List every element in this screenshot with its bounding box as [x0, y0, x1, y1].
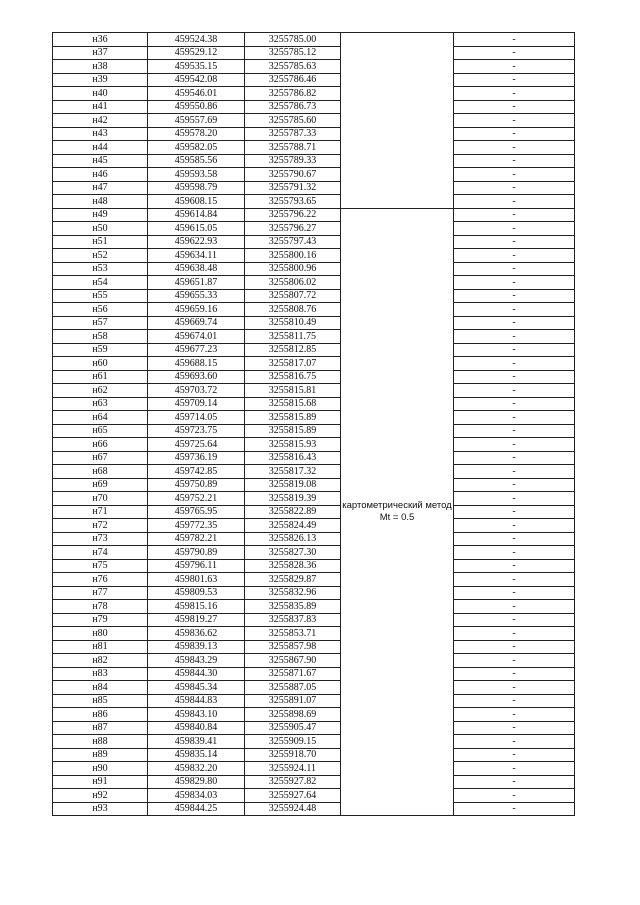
- accuracy-dash-cell: -: [454, 141, 575, 155]
- accuracy-dash-cell: -: [454, 127, 575, 141]
- y-coordinate-cell: 3255927.64: [245, 789, 341, 803]
- table-row: [53, 33, 575, 47]
- accuracy-dash-cell: -: [454, 478, 575, 492]
- y-coordinate-cell: 3255793.65: [245, 195, 341, 209]
- x-coordinate-cell: 459836.62: [148, 627, 245, 641]
- point-name-cell: н64: [53, 411, 148, 425]
- accuracy-dash-cell: -: [454, 370, 575, 384]
- table-row: [53, 276, 575, 290]
- point-name-cell: н92: [53, 789, 148, 803]
- y-coordinate-cell: 3255788.71: [245, 141, 341, 155]
- table-row: [53, 627, 575, 641]
- x-coordinate-cell: 459542.08: [148, 73, 245, 87]
- accuracy-dash-cell: -: [454, 735, 575, 749]
- y-coordinate-cell: 3255785.00: [245, 33, 341, 47]
- accuracy-dash-cell: -: [454, 708, 575, 722]
- point-name-cell: н48: [53, 195, 148, 209]
- point-name-cell: н63: [53, 397, 148, 411]
- point-name-cell: н49: [53, 208, 148, 222]
- table-row: [53, 802, 575, 816]
- x-coordinate-cell: 459578.20: [148, 127, 245, 141]
- y-coordinate-cell: 3255853.71: [245, 627, 341, 641]
- y-coordinate-cell: 3255808.76: [245, 303, 341, 317]
- x-coordinate-cell: 459796.11: [148, 559, 245, 573]
- x-coordinate-cell: 459835.14: [148, 748, 245, 762]
- x-coordinate-cell: 459834.03: [148, 789, 245, 803]
- table-row: [53, 735, 575, 749]
- accuracy-dash-cell: -: [454, 640, 575, 654]
- accuracy-dash-cell: -: [454, 46, 575, 60]
- accuracy-dash-cell: -: [454, 343, 575, 357]
- table-row: [53, 559, 575, 573]
- point-name-cell: н75: [53, 559, 148, 573]
- point-name-cell: н44: [53, 141, 148, 155]
- table-row: [53, 222, 575, 236]
- x-coordinate-cell: 459843.29: [148, 654, 245, 668]
- y-coordinate-cell: 3255828.36: [245, 559, 341, 573]
- table-row: [53, 249, 575, 263]
- table-row: [53, 681, 575, 695]
- table-row: [53, 330, 575, 344]
- y-coordinate-cell: 3255790.67: [245, 168, 341, 182]
- x-coordinate-cell: 459801.63: [148, 573, 245, 587]
- accuracy-dash-cell: -: [454, 330, 575, 344]
- accuracy-dash-cell: -: [454, 559, 575, 573]
- table-row: [53, 789, 575, 803]
- x-coordinate-cell: 459535.15: [148, 60, 245, 74]
- y-coordinate-cell: 3255815.89: [245, 424, 341, 438]
- table-row: [53, 654, 575, 668]
- x-coordinate-cell: 459742.85: [148, 465, 245, 479]
- table-row: [53, 397, 575, 411]
- point-name-cell: н85: [53, 694, 148, 708]
- accuracy-dash-cell: -: [454, 573, 575, 587]
- y-coordinate-cell: 3255800.16: [245, 249, 341, 263]
- y-coordinate-cell: 3255867.90: [245, 654, 341, 668]
- y-coordinate-cell: 3255796.27: [245, 222, 341, 236]
- table-row: [53, 505, 575, 519]
- table-row: [53, 519, 575, 533]
- table-row: [53, 424, 575, 438]
- point-name-cell: н36: [53, 33, 148, 47]
- y-coordinate-cell: 3255898.69: [245, 708, 341, 722]
- table-row: [53, 573, 575, 587]
- table-row: [53, 46, 575, 60]
- point-name-cell: н88: [53, 735, 148, 749]
- x-coordinate-cell: 459790.89: [148, 546, 245, 560]
- accuracy-dash-cell: -: [454, 289, 575, 303]
- point-name-cell: н46: [53, 168, 148, 182]
- table-row: [53, 357, 575, 371]
- point-name-cell: н74: [53, 546, 148, 560]
- x-coordinate-cell: 459844.30: [148, 667, 245, 681]
- accuracy-dash-cell: -: [454, 546, 575, 560]
- point-name-cell: н52: [53, 249, 148, 263]
- table-row: [53, 343, 575, 357]
- table-row: [53, 168, 575, 182]
- y-coordinate-cell: 3255789.33: [245, 154, 341, 168]
- x-coordinate-cell: 459659.16: [148, 303, 245, 317]
- table-row: [53, 154, 575, 168]
- accuracy-dash-cell: -: [454, 600, 575, 614]
- accuracy-dash-cell: -: [454, 586, 575, 600]
- x-coordinate-cell: 459674.01: [148, 330, 245, 344]
- x-coordinate-cell: 459772.35: [148, 519, 245, 533]
- accuracy-dash-cell: -: [454, 505, 575, 519]
- table-row: [53, 478, 575, 492]
- point-name-cell: н56: [53, 303, 148, 317]
- accuracy-dash-cell: -: [454, 802, 575, 816]
- y-coordinate-cell: 3255887.05: [245, 681, 341, 695]
- accuracy-dash-cell: -: [454, 694, 575, 708]
- table-row: [53, 208, 575, 222]
- table-row: [53, 60, 575, 74]
- x-coordinate-cell: 459723.75: [148, 424, 245, 438]
- point-name-cell: н47: [53, 181, 148, 195]
- x-coordinate-cell: 459843.10: [148, 708, 245, 722]
- point-name-cell: н72: [53, 519, 148, 533]
- y-coordinate-cell: 3255837.83: [245, 613, 341, 627]
- point-name-cell: н37: [53, 46, 148, 60]
- point-name-cell: н68: [53, 465, 148, 479]
- accuracy-dash-cell: -: [454, 100, 575, 114]
- accuracy-dash-cell: -: [454, 748, 575, 762]
- x-coordinate-cell: 459819.27: [148, 613, 245, 627]
- y-coordinate-cell: 3255924.48: [245, 802, 341, 816]
- y-coordinate-cell: 3255806.02: [245, 276, 341, 290]
- y-coordinate-cell: 3255807.72: [245, 289, 341, 303]
- accuracy-dash-cell: -: [454, 262, 575, 276]
- x-coordinate-cell: 459782.21: [148, 532, 245, 546]
- x-coordinate-cell: 459752.21: [148, 492, 245, 506]
- accuracy-dash-cell: -: [454, 60, 575, 74]
- point-name-cell: н54: [53, 276, 148, 290]
- point-name-cell: н62: [53, 384, 148, 398]
- table-row: [53, 586, 575, 600]
- x-coordinate-cell: 459688.15: [148, 357, 245, 371]
- point-name-cell: н67: [53, 451, 148, 465]
- y-coordinate-cell: 3255786.73: [245, 100, 341, 114]
- y-coordinate-cell: 3255785.60: [245, 114, 341, 128]
- table-row: [53, 73, 575, 87]
- table-row: [53, 438, 575, 452]
- accuracy-dash-cell: -: [454, 303, 575, 317]
- accuracy-dash-cell: -: [454, 195, 575, 209]
- coordinates-table: [52, 32, 575, 816]
- accuracy-dash-cell: -: [454, 87, 575, 101]
- point-name-cell: н79: [53, 613, 148, 627]
- y-coordinate-cell: 3255786.82: [245, 87, 341, 101]
- y-coordinate-cell: 3255835.89: [245, 600, 341, 614]
- x-coordinate-cell: 459839.13: [148, 640, 245, 654]
- table-row: [53, 100, 575, 114]
- point-name-cell: н76: [53, 573, 148, 587]
- accuracy-dash-cell: -: [454, 762, 575, 776]
- accuracy-dash-cell: -: [454, 73, 575, 87]
- accuracy-dash-cell: -: [454, 721, 575, 735]
- x-coordinate-cell: 459550.86: [148, 100, 245, 114]
- accuracy-dash-cell: -: [454, 789, 575, 803]
- y-coordinate-cell: 3255824.49: [245, 519, 341, 533]
- accuracy-dash-cell: -: [454, 235, 575, 249]
- y-coordinate-cell: 3255924.11: [245, 762, 341, 776]
- accuracy-dash-cell: -: [454, 384, 575, 398]
- y-coordinate-cell: 3255857.98: [245, 640, 341, 654]
- y-coordinate-cell: 3255816.43: [245, 451, 341, 465]
- y-coordinate-cell: 3255817.32: [245, 465, 341, 479]
- y-coordinate-cell: 3255918.70: [245, 748, 341, 762]
- table-row: [53, 303, 575, 317]
- y-coordinate-cell: 3255826.13: [245, 532, 341, 546]
- point-name-cell: н91: [53, 775, 148, 789]
- y-coordinate-cell: 3255786.46: [245, 73, 341, 87]
- x-coordinate-cell: 459585.56: [148, 154, 245, 168]
- empty-method-cell: [341, 33, 454, 209]
- point-name-cell: н84: [53, 681, 148, 695]
- point-name-cell: н83: [53, 667, 148, 681]
- table-row: [53, 546, 575, 560]
- table-row: [53, 235, 575, 249]
- y-coordinate-cell: 3255927.82: [245, 775, 341, 789]
- y-coordinate-cell: 3255822.89: [245, 505, 341, 519]
- coordinates-table-body: [53, 33, 575, 816]
- table-row: [53, 708, 575, 722]
- y-coordinate-cell: 3255797.43: [245, 235, 341, 249]
- point-name-cell: н70: [53, 492, 148, 506]
- accuracy-dash-cell: -: [454, 33, 575, 47]
- point-name-cell: н40: [53, 87, 148, 101]
- point-name-cell: н43: [53, 127, 148, 141]
- point-name-cell: н60: [53, 357, 148, 371]
- table-row: [53, 600, 575, 614]
- x-coordinate-cell: 459638.48: [148, 262, 245, 276]
- accuracy-dash-cell: -: [454, 775, 575, 789]
- method-cell: картометрический метод Mt = 0.5: [341, 208, 454, 816]
- point-name-cell: н87: [53, 721, 148, 735]
- x-coordinate-cell: 459651.87: [148, 276, 245, 290]
- point-name-cell: н38: [53, 60, 148, 74]
- table-row: [53, 775, 575, 789]
- x-coordinate-cell: 459598.79: [148, 181, 245, 195]
- accuracy-dash-cell: -: [454, 465, 575, 479]
- table-row: [53, 613, 575, 627]
- y-coordinate-cell: 3255815.89: [245, 411, 341, 425]
- x-coordinate-cell: 459582.05: [148, 141, 245, 155]
- accuracy-dash-cell: -: [454, 532, 575, 546]
- y-coordinate-cell: 3255787.33: [245, 127, 341, 141]
- accuracy-dash-cell: -: [454, 208, 575, 222]
- x-coordinate-cell: 459714.05: [148, 411, 245, 425]
- y-coordinate-cell: 3255832.96: [245, 586, 341, 600]
- table-row: [53, 694, 575, 708]
- point-name-cell: н39: [53, 73, 148, 87]
- x-coordinate-cell: 459750.89: [148, 478, 245, 492]
- point-name-cell: н65: [53, 424, 148, 438]
- y-coordinate-cell: 3255812.85: [245, 343, 341, 357]
- table-row: [53, 87, 575, 101]
- x-coordinate-cell: 459725.64: [148, 438, 245, 452]
- point-name-cell: н55: [53, 289, 148, 303]
- point-name-cell: н82: [53, 654, 148, 668]
- x-coordinate-cell: 459546.01: [148, 87, 245, 101]
- accuracy-dash-cell: -: [454, 276, 575, 290]
- y-coordinate-cell: 3255815.93: [245, 438, 341, 452]
- y-coordinate-cell: 3255810.49: [245, 316, 341, 330]
- x-coordinate-cell: 459845.34: [148, 681, 245, 695]
- accuracy-dash-cell: -: [454, 181, 575, 195]
- table-row: [53, 316, 575, 330]
- y-coordinate-cell: 3255819.39: [245, 492, 341, 506]
- x-coordinate-cell: 459529.12: [148, 46, 245, 60]
- table-row: [53, 492, 575, 506]
- x-coordinate-cell: 459840.84: [148, 721, 245, 735]
- x-coordinate-cell: 459608.15: [148, 195, 245, 209]
- y-coordinate-cell: 3255816.75: [245, 370, 341, 384]
- table-row: [53, 532, 575, 546]
- point-name-cell: н61: [53, 370, 148, 384]
- y-coordinate-cell: 3255785.63: [245, 60, 341, 74]
- x-coordinate-cell: 459614.84: [148, 208, 245, 222]
- x-coordinate-cell: 459557.69: [148, 114, 245, 128]
- accuracy-dash-cell: -: [454, 222, 575, 236]
- table-row: [53, 114, 575, 128]
- table-row: [53, 141, 575, 155]
- accuracy-dash-cell: -: [454, 519, 575, 533]
- point-name-cell: н57: [53, 316, 148, 330]
- point-name-cell: н42: [53, 114, 148, 128]
- x-coordinate-cell: 459669.74: [148, 316, 245, 330]
- y-coordinate-cell: 3255909.15: [245, 735, 341, 749]
- x-coordinate-cell: 459634.11: [148, 249, 245, 263]
- point-name-cell: н53: [53, 262, 148, 276]
- table-row: [53, 411, 575, 425]
- x-coordinate-cell: 459815.16: [148, 600, 245, 614]
- accuracy-dash-cell: -: [454, 613, 575, 627]
- point-name-cell: н81: [53, 640, 148, 654]
- x-coordinate-cell: 459524.38: [148, 33, 245, 47]
- y-coordinate-cell: 3255785.12: [245, 46, 341, 60]
- point-name-cell: н45: [53, 154, 148, 168]
- y-coordinate-cell: 3255815.81: [245, 384, 341, 398]
- accuracy-dash-cell: -: [454, 411, 575, 425]
- accuracy-dash-cell: -: [454, 627, 575, 641]
- accuracy-dash-cell: -: [454, 492, 575, 506]
- x-coordinate-cell: 459622.93: [148, 235, 245, 249]
- x-coordinate-cell: 459844.83: [148, 694, 245, 708]
- accuracy-dash-cell: -: [454, 424, 575, 438]
- table-row: [53, 262, 575, 276]
- table-row: [53, 127, 575, 141]
- accuracy-dash-cell: -: [454, 654, 575, 668]
- point-name-cell: н93: [53, 802, 148, 816]
- x-coordinate-cell: 459736.19: [148, 451, 245, 465]
- point-name-cell: н90: [53, 762, 148, 776]
- accuracy-dash-cell: -: [454, 114, 575, 128]
- point-name-cell: н73: [53, 532, 148, 546]
- accuracy-dash-cell: -: [454, 357, 575, 371]
- x-coordinate-cell: 459844.25: [148, 802, 245, 816]
- x-coordinate-cell: 459709.14: [148, 397, 245, 411]
- table-row: [53, 640, 575, 654]
- table-row: [53, 384, 575, 398]
- x-coordinate-cell: 459809.53: [148, 586, 245, 600]
- table-row: [53, 465, 575, 479]
- coordinates-sheet: [52, 32, 574, 816]
- x-coordinate-cell: 459703.72: [148, 384, 245, 398]
- point-name-cell: н89: [53, 748, 148, 762]
- accuracy-dash-cell: -: [454, 397, 575, 411]
- x-coordinate-cell: 459829.80: [148, 775, 245, 789]
- table-row: [53, 370, 575, 384]
- accuracy-dash-cell: -: [454, 154, 575, 168]
- point-name-cell: н66: [53, 438, 148, 452]
- point-name-cell: н50: [53, 222, 148, 236]
- y-coordinate-cell: 3255796.22: [245, 208, 341, 222]
- x-coordinate-cell: 459593.58: [148, 168, 245, 182]
- y-coordinate-cell: 3255791.32: [245, 181, 341, 195]
- point-name-cell: н69: [53, 478, 148, 492]
- x-coordinate-cell: 459832.20: [148, 762, 245, 776]
- point-name-cell: н77: [53, 586, 148, 600]
- table-row: [53, 748, 575, 762]
- point-name-cell: н71: [53, 505, 148, 519]
- y-coordinate-cell: 3255800.96: [245, 262, 341, 276]
- table-row: [53, 195, 575, 209]
- accuracy-dash-cell: -: [454, 451, 575, 465]
- x-coordinate-cell: 459677.23: [148, 343, 245, 357]
- table-row: [53, 762, 575, 776]
- x-coordinate-cell: 459693.60: [148, 370, 245, 384]
- table-row: [53, 181, 575, 195]
- point-name-cell: н80: [53, 627, 148, 641]
- point-name-cell: н51: [53, 235, 148, 249]
- x-coordinate-cell: 459655.33: [148, 289, 245, 303]
- y-coordinate-cell: 3255817.07: [245, 357, 341, 371]
- y-coordinate-cell: 3255811.75: [245, 330, 341, 344]
- y-coordinate-cell: 3255815.68: [245, 397, 341, 411]
- y-coordinate-cell: 3255829.87: [245, 573, 341, 587]
- point-name-cell: н41: [53, 100, 148, 114]
- y-coordinate-cell: 3255871.67: [245, 667, 341, 681]
- point-name-cell: н78: [53, 600, 148, 614]
- x-coordinate-cell: 459765.95: [148, 505, 245, 519]
- y-coordinate-cell: 3255891.07: [245, 694, 341, 708]
- accuracy-dash-cell: -: [454, 667, 575, 681]
- y-coordinate-cell: 3255905.47: [245, 721, 341, 735]
- point-name-cell: н58: [53, 330, 148, 344]
- table-row: [53, 721, 575, 735]
- y-coordinate-cell: 3255819.08: [245, 478, 341, 492]
- accuracy-dash-cell: -: [454, 316, 575, 330]
- table-row: [53, 667, 575, 681]
- x-coordinate-cell: 459615.05: [148, 222, 245, 236]
- point-name-cell: н86: [53, 708, 148, 722]
- table-row: [53, 289, 575, 303]
- x-coordinate-cell: 459839.41: [148, 735, 245, 749]
- accuracy-dash-cell: -: [454, 168, 575, 182]
- accuracy-dash-cell: -: [454, 438, 575, 452]
- table-row: [53, 451, 575, 465]
- accuracy-dash-cell: -: [454, 681, 575, 695]
- accuracy-dash-cell: -: [454, 249, 575, 263]
- point-name-cell: н59: [53, 343, 148, 357]
- y-coordinate-cell: 3255827.30: [245, 546, 341, 560]
